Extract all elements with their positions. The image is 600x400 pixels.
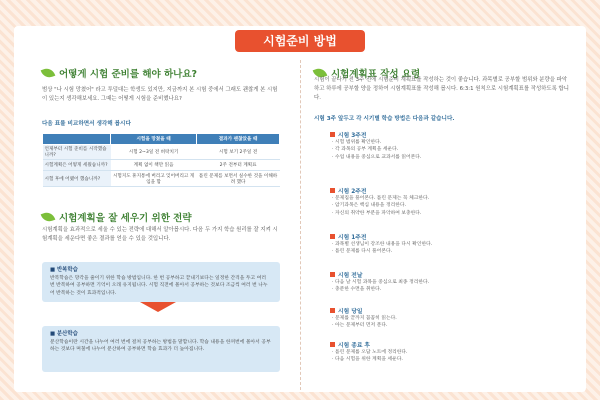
table-row — [43, 160, 280, 171]
timeline-heading-text: 시험 2주전 — [338, 189, 367, 195]
list-item: · 자신의 취약한 부분을 파악하여 보충한다. — [332, 210, 422, 216]
section-title-text: 어떻게 시험 준비를 해야 하나요? — [59, 69, 198, 80]
list-item: · 시험 범위를 확인한다. — [332, 140, 382, 145]
table-cell: 시험지도 휴지통에 버리고 잊어버리고 게임을 함 — [111, 171, 197, 187]
section-title-text: 시험계획을 잘 세우기 위한 전략 — [59, 213, 192, 224]
bullet-square-icon — [330, 308, 335, 313]
arrow-down-icon — [140, 302, 176, 312]
table-cell: 언제부터 시험 준비를 시작했습니까? — [43, 145, 111, 160]
box-title: ■ 반복학습 — [50, 267, 78, 273]
list-item: · 다음 시험을 위한 계획을 세운다. — [332, 357, 403, 363]
table-cell: 2주 전부터 계획표 — [197, 160, 280, 171]
comparison-table — [42, 133, 280, 187]
section-title-text: 시험계획표 작성 요령 — [331, 69, 421, 80]
table-row — [43, 145, 280, 160]
timeline-heading — [330, 130, 366, 139]
timeline-heading-text: 시험 전날 — [338, 273, 363, 279]
table-row — [43, 171, 280, 187]
table-cell: 틀린 문제를 보면서 실수한 것을 이해하려 했다 — [197, 171, 280, 187]
list-item: · 문제집을 풀어본다. 틀린 문제는 꼭 체크한다. — [332, 196, 430, 201]
table-cell: 시험계획은 어떻게 세웠습니까? — [43, 160, 111, 171]
list-item: · 문제를 끝까지 꼼꼼히 읽는다. — [332, 316, 397, 321]
table-cell: 계획 없이 책만 읽음 — [111, 160, 197, 171]
timeline-heading-text: 시험 1주전 — [338, 235, 367, 241]
bullet-square-icon — [330, 234, 335, 239]
column-divider — [300, 60, 301, 390]
box-title: ■ 분산학습 — [50, 331, 78, 337]
list-item: · 과목별 선생님이 강조한 내용을 다시 확인한다. — [332, 242, 433, 247]
timeline-heading-text: 시험 종료 후 — [338, 343, 371, 349]
table-cell: 시험 2~3일 전 벼락치기 — [111, 145, 197, 160]
timeline-list — [332, 195, 429, 217]
strategy-paragraph: 시험계획을 효과적으로 세울 수 있는 전략에 대해서 알아봅시다. 다음 두 가지 학습 원리를 잘 지켜 시험계획을 세운다면 좋은 결과를 얻을 수 있을 것입니다. — [42, 227, 278, 242]
timeline-heading — [330, 186, 366, 195]
section-title-strategy — [42, 210, 192, 224]
timeline-heading — [330, 340, 370, 349]
bullet-square-icon — [330, 272, 335, 277]
section-title-prepare — [42, 66, 197, 80]
timeline-list — [332, 241, 432, 256]
timeline-heading — [330, 232, 366, 241]
timeline-list — [332, 139, 421, 161]
list-item: · 암기과목은 핵심 내용을 정리한다. — [332, 203, 407, 209]
list-item: · 수업 내용을 중심으로 교과서를 읽어본다. — [332, 154, 422, 160]
box-text: 반복학습은 망각을 줄이기 위한 학습 방법입니다. 한 번 공부하고 끝내기보다는 일정한 간격을 두고 여러 번 반복하여 공부하면 기억이 오래 유지됩니다. 시험 직전에 몰아서 공부하는 것보다 조금씩 여러 번 나누어 반복하는 것이 효과적입니다. — [50, 276, 268, 296]
list-item: · 틀린 문제를 오답 노트에 정리한다. — [332, 350, 408, 355]
bullet-square-icon — [330, 132, 335, 137]
repetition-box — [42, 262, 280, 302]
timeline-list — [332, 349, 408, 364]
table-caption: 다음 표를 비교하면서 생각해 봅시다 — [42, 121, 131, 127]
page-title: 시험준비 방법 — [235, 30, 365, 52]
planner-paragraph: 시험이 끝나기 전 3주 전에 시험준비 계획표를 작성하는 것이 좋습니다. 과목별로 공부할 범위와 분량을 파악하고 하루에 공부할 양을 정하여 시험계획표를 작성해 봅시다. 6:3:1 원칙으로 시험계획표를 작성하도록 합니다. — [314, 77, 569, 101]
bullet-square-icon — [330, 342, 335, 347]
list-item: · 틀린 문제를 다시 풀어본다. — [332, 249, 393, 255]
timeline-heading-text: 시험 3주전 — [338, 133, 367, 139]
timeline-caption: 시험 3주 앞두고 각 시기별 학습 방법은 다음과 같습니다. — [314, 116, 455, 122]
timeline-list — [332, 279, 429, 294]
table-header-row — [43, 134, 280, 145]
table-header-cell: 결과가 괜찮았을 때 — [197, 134, 280, 145]
leaf-icon — [41, 66, 56, 80]
timeline-heading — [330, 306, 362, 315]
table-cell: 시험 후에 어땠어 했습니까? — [43, 171, 111, 187]
bullet-square-icon — [330, 188, 335, 193]
table-header-cell — [43, 134, 111, 145]
timeline-heading — [330, 270, 362, 279]
leaf-icon — [41, 210, 56, 224]
intro-paragraph: 범상 "나 시험 망쳤어" 라고 투덜대는 학생도 있지만, 지금까지 본 시험 중에서 그래도 괜찮게 본 시험이 있는지 생각해보세요. 그때는 어떻게 시험을 준비했나요? — [42, 87, 278, 102]
table-cell: 시험 보기 2주일 전 — [197, 145, 280, 160]
list-item: · 아는 문제부터 먼저 푼다. — [332, 323, 388, 329]
timeline-heading-text: 시험 당일 — [338, 309, 363, 315]
box-text: 분산학습이란 시간을 나누어 여러 번에 걸쳐 공부하는 방법을 말합니다. 학습 내용을 한꺼번에 몰아서 공부하는 것보다 며칠에 나누어 분산하여 공부하면 학습 효과가 더 높아집니다. — [50, 340, 271, 353]
list-item: · 각 과목의 공부 계획을 세운다. — [332, 147, 399, 153]
list-item: · 충분한 수면을 취한다. — [332, 287, 382, 293]
timeline-list — [332, 315, 397, 330]
distributed-box — [42, 326, 280, 372]
table-header-cell: 시험을 망쳤을 때 — [111, 134, 197, 145]
list-item: · 다음 날 시험 과목을 중심으로 최종 정리한다. — [332, 280, 430, 285]
